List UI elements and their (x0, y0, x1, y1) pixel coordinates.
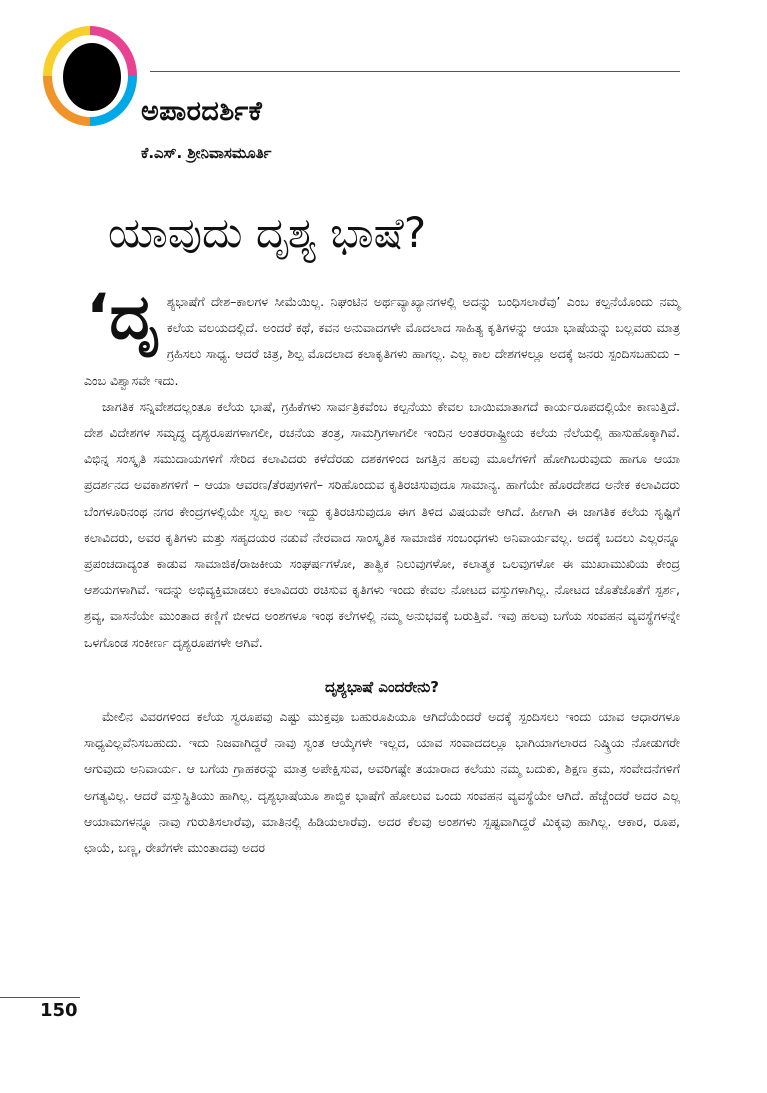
header-rule (150, 71, 680, 72)
article-body (84, 280, 680, 861)
section-label: ಅಪಾರದರ್ಶಿಕೆ (141, 96, 263, 127)
footer-rule (0, 997, 80, 998)
paragraph-2: ಜಾಗತಿಕ ಸನ್ನಿವೇಶದಲ್ಲಂತೂ ಕಲೆಯ ಭಾಷೆ, ಗ್ರಹಿಕೆಗಳು ಸಾರ್ವತ್ರಿಕವೆಂಬ ಕಲ್ಪನೆಯು ಕೇವಲ ಬಾಯಿಮಾತಾಗದೆ ಕಾರ್ಯರೂಪದಲ್ಲಿಯೇ ಕಾಣುತ್ತಿದೆ. ದೇಶ ವಿದೇಶಗಳ ಸಮೃದ್ಧ ದೃಶ್ಯರೂಪಗಳಾಗಲೀ, ರಚನೆಯ ತಂತ್ರ, ಸಾಮಗ್ರಿಗಳಾಗಲೀ ಇಂದಿನ ಅಂತರರಾಷ್ಟ್ರೀಯ ಕಲೆಯ ನೆಲೆಯಲ್ಲಿ ಹಾಸುಹೊಕ್ಕಾಗಿವೆ. ವಿಭಿನ್ನ ಸಂಸ್ಕೃತಿ ಸಮುದಾಯಗಳಿಗೆ ಸೇರಿದ ಕಲಾವಿದರು ಕಳೆದೆರಡು ದಶಕಗಳಿಂದ ಜಗತ್ತಿನ ಹಲವು ಮೂಲೆಗಳಿಗೆ ಹೋಗಿಬರುವುದು ಹಾಗೂ ಆಯಾ ಪ್ರದರ್ಶನದ ಅವಕಾಶಗಳಿಗೆ – ಆಯಾ ಆವರಣ/ತೆರಪುಗಳಿಗೆ– ಸರಿಹೊಂದುವ ಕೃತಿರಚಿಸುವುದೂ ಸಾಮಾನ್ಯ. ಹಾಗೆಯೇ ಹೊರದೇಶದ ಅನೇಕ ಕಲಾವಿದರು ಬೆಂಗಳೂರಿನಂಥ ನಗರ ಕೇಂದ್ರಗಳಲ್ಲಿಯೇ ಸ್ವಲ್ಪ ಕಾಲ ಇದ್ದು ಕೃತಿರಚಿಸುವುದೂ ಈಗ ತಿಳಿದ ವಿಷಯವೇ ಆಗಿದೆ. ಹೀಗಾಗಿ ಈ ಜಾಗತಿಕ ಕಲೆಯ ಸೃಷ್ಟಿಗೆ ಕಲಾವಿದರು, ಅವರ ಕೃತಿಗಳು ಮತ್ತು ಸಹೃದಯರ ನಡುವೆ ನೇರವಾದ ಸಾಂಸ್ಕೃತಿಕ ಸಾಮಾಜಿಕ ಸಂಬಂಧಗಳು ಅನಿವಾರ್ಯವಲ್ಲ. ಅದಕ್ಕೆ ಬದಲು ಎಲ್ಲರನ್ನೂ ಪ್ರಪಂಚದಾದ್ಯಂತ ಕಾಡುವ ಸಾಮಾಜಿಕ/ರಾಜಕೀಯ ಸಂಘರ್ಷಗಳೋ, ತಾತ್ವಿಕ ನಿಲುವುಗಳೋ, ಕಲಾತ್ಮಕ ಒಲವುಗಳೋ ಈ ಮುಖಾಮುಖಿಯ ಕೇಂದ್ರ ಆಶಯಗಳಾಗಿವೆ. ಇದನ್ನು ಅಭಿವ್ಯಕ್ತಿಮಾಡಲು ಕಲಾವಿದರು ರಚಿಸುವ ಕೃತಿಗಳು ಇಂದು ಕೇವಲ ನೋಟದ ವಸ್ತುಗಳಾಗಿಲ್ಲ. ನೋಟದ ಜೊತೆಜೊತೆಗೆ ಸ್ಪರ್ಶ, ಶ್ರವ್ಯ, ವಾಸನೆಯೇ ಮುಂತಾದ ಕಣ್ಣಿಗೆ ಬೀಳದ ಅಂಶಗಳೂ ಇಂಥ ಕಲೆಗಳಲ್ಲಿ ನಮ್ಮ ಅನುಭವಕ್ಕೆ ಬರುತ್ತಿವೆ. ಇವು ಹಲವು ಬಗೆಯ ಸಂವಹನ ವ್ಯವಸ್ಥೆಗಳನ್ನೇ ಒಳಗೊಂಡ ಸಂಕೀರ್ಣ ದೃಶ್ಯರೂಪಗಳೇ ಆಗಿವೆ. (84, 398, 680, 650)
author-name: ಕೆ.ಎಸ್. ಶ್ರೀನಿವಾಸಮೂರ್ತಿ (141, 144, 272, 162)
drop-cap: ‘ದೃ (86, 280, 161, 353)
section-logo-icon (40, 22, 140, 130)
paragraph-1-text: ಶ್ಯಭಾಷೆಗೆ ದೇಶ–ಕಾಲಗಳ ಸೀಮೆಯಿಲ್ಲ. ನಿಘಂಟಿನ ಅರ್ಥವ್ಯಾಖ್ಯಾನಗಳಲ್ಲಿ ಅದನ್ನು ಬಂಧಿಸಲಾರೆವು’ ಎಂಬ ಕಲ್ಪನೆಯೊಂದು ನಮ್ಮ ಕಲೆಯ ವಲಯದಲ್ಲಿದೆ. ಅಂದರೆ ಕಥೆ, ಕವನ ಅನುವಾದಗಳೇ ಮೊದಲಾದ ಸಾಹಿತ್ಯ ಕೃತಿಗಳನ್ನು ಆಯಾ ಭಾಷೆಯನ್ನು ಬಲ್ಲವರು ಮಾತ್ರ ಗ್ರಹಿಸಲು ಸಾಧ್ಯ. ಆದರೆ ಚಿತ್ರ, ಶಿಲ್ಪ ಮೊದಲಾದ ಕಲಾಕೃತಿಗಳು ಹಾಗಲ್ಲ. ಎಲ್ಲ ಕಾಲ ದೇಶಗಳಲ್ಲೂ ಅದಕ್ಕೆ ಜನರು ಸ್ಪಂದಿಸಬಹುದು – ಎಂಬ ವಿಶ್ವಾಸವೇ ಇದು. (84, 294, 680, 388)
paragraph-3: ಮೇಲಿನ ವಿವರಗಳಿಂದ ಕಲೆಯ ಸ್ವರೂಪವು ಎಷ್ಟು ಮುಕ್ತವೂ ಬಹುರೂಪಿಯೂ ಆಗಿದೆಯೆಂದರೆ ಅದಕ್ಕೆ ಸ್ಪಂದಿಸಲು ಇಂದು ಯಾವ ಆಧಾರಗಳೂ ಸಾಧ್ಯವಿಲ್ಲವೆನಿಸಬಹುದು. ಇದು ನಿಜವಾಗಿದ್ದರೆ ನಾವು ಸ್ವಂತ ಆಯ್ಕೆಗಳೇ ಇಲ್ಲದ, ಯಾವ ಸಂವಾದದಲ್ಲೂ ಭಾಗಿಯಾಗಲಾರದ ನಿಷ್ಕ್ರಿಯ ನೋಡುಗರೇ ಆಗುವುದು ಅನಿವಾರ್ಯ. ಆ ಬಗೆಯ ಗ್ರಾಹಕರನ್ನು ಮಾತ್ರ ಅಪೇಕ್ಷಿಸುವ, ಅವರಿಗಷ್ಟೇ ತಯಾರಾದ ಕಲೆಯು ನಮ್ಮ ಬದುಕು, ಶಿಕ್ಷಣ ಕ್ರಮ, ಸಂವೇದನೆಗಳಿಗೆ ಅಗತ್ಯವಿಲ್ಲ. ಆದರೆ ವಸ್ತುಸ್ಥಿತಿಯು ಹಾಗಿಲ್ಲ. ದೃಶ್ಯಭಾಷೆಯೂ ಶಾಬ್ದಿಕ ಭಾಷೆಗೆ ಹೋಲುವ ಒಂದು ಸಂವಹನ ವ್ಯವಸ್ಥೆಯೇ ಆಗಿದೆ. ಹೆಚ್ಚೆಂದರೆ ಅದರ ಎಲ್ಲ ಆಯಾಮಗಳನ್ನೂ ನಾವು ಗುರುತಿಸಲಾರೆವು, ಮಾತಿನಲ್ಲಿ ಹಿಡಿಯಲಾರೆವು. ಅದರ ಕೆಲವು ಅಂಶಗಳು ಸ್ಪಷ್ಟವಾಗಿದ್ದರೆ ಮಿಕ್ಕವು ಹಾಗಿಲ್ಲ. ಆಕಾರ, ರೂಪ, ಛಾಯೆ, ಬಣ್ಣ, ರೇಖೆಗಳೇ ಮುಂತಾದವು ಅದರ (84, 709, 680, 856)
page-number: 150 (40, 1000, 78, 1021)
subheading: ದೃಶ್ಯಭಾಷೆ ಎಂದರೇನು? (325, 677, 439, 696)
article-title: ಯಾವುದು ದೃಶ್ಯ ಭಾಷೆ? (108, 208, 427, 257)
paragraph-1 (84, 280, 680, 394)
